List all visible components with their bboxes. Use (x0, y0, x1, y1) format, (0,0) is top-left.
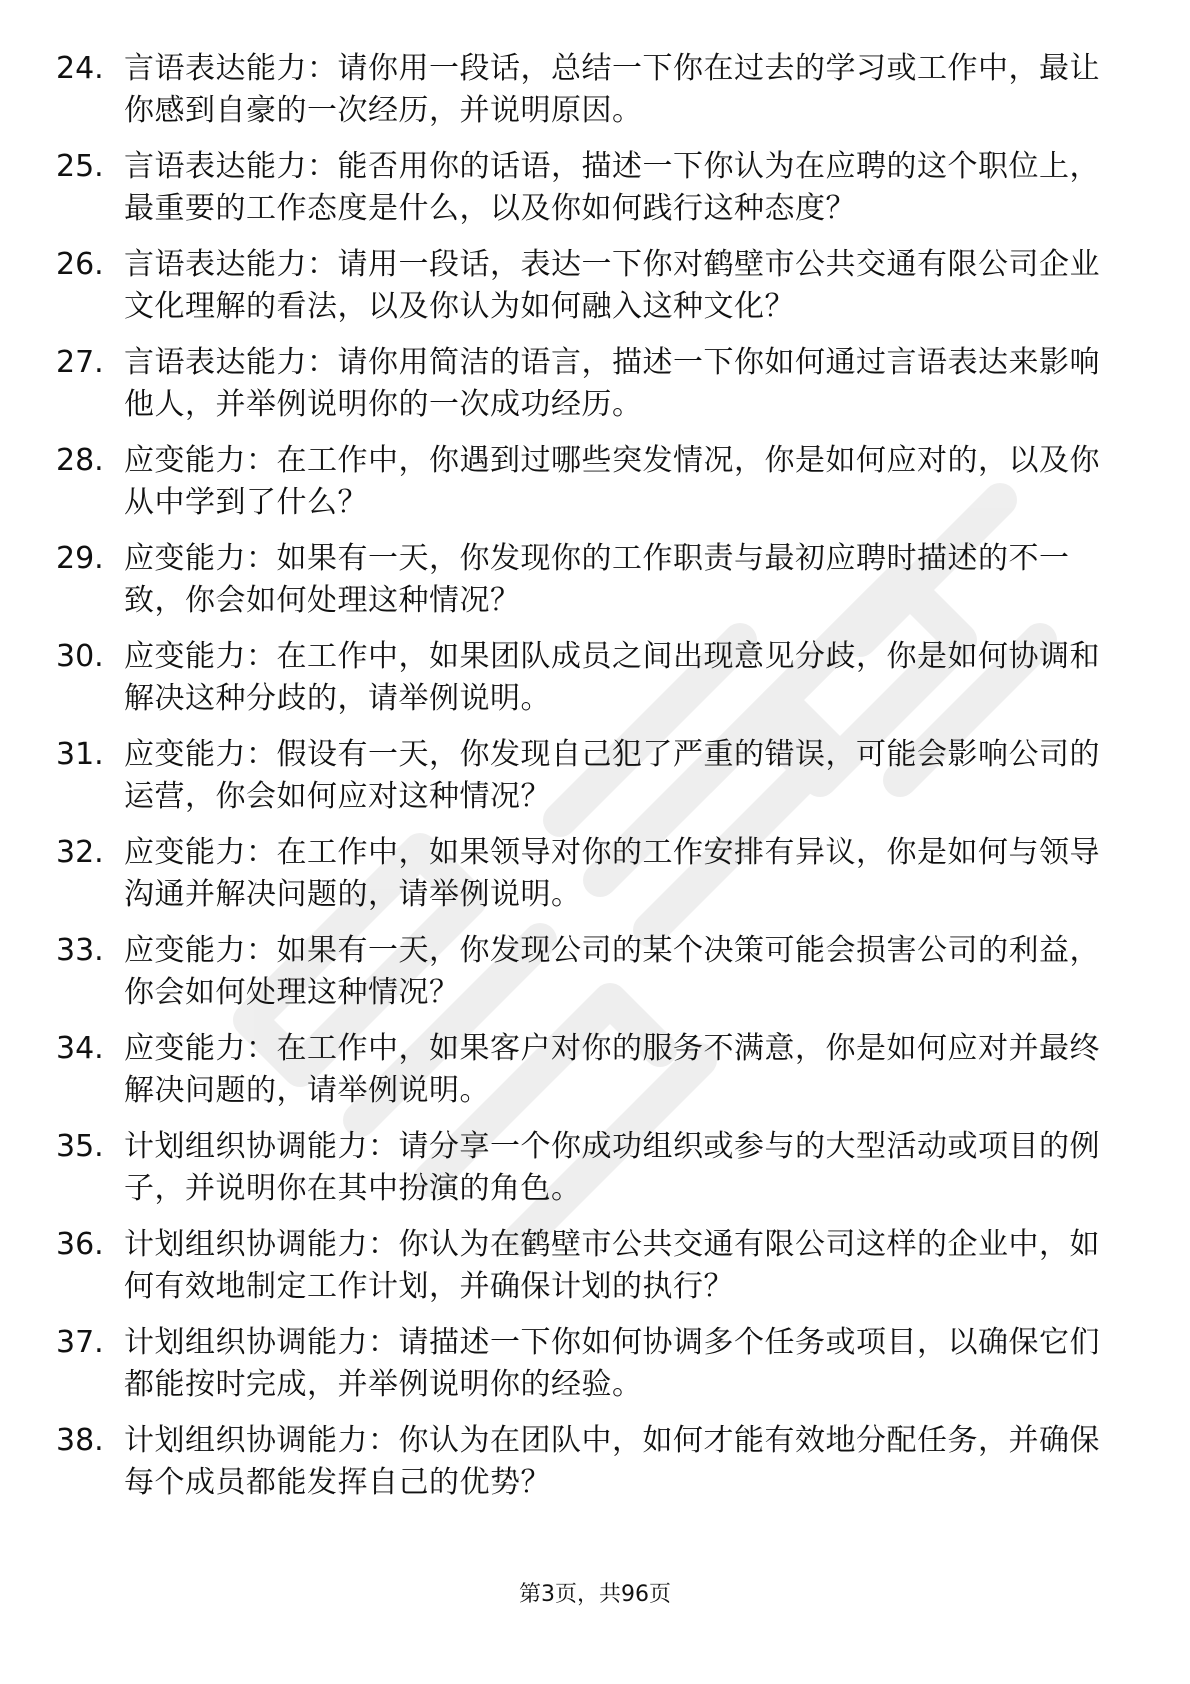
question-number: 26. (56, 247, 104, 282)
question-number: 30. (56, 639, 104, 674)
list-item (56, 342, 1116, 426)
list-item (56, 48, 1116, 132)
question-number: 35. (56, 1129, 104, 1164)
list-item (56, 440, 1116, 524)
list-item (56, 734, 1116, 818)
list-item (56, 930, 1116, 1014)
list-item (56, 1126, 1116, 1210)
question-text: 言语表达能力：请你用简洁的语言，描述一下你如何通过言语表达来影响他人，并举例说明你的一次成功经历。 (124, 345, 1100, 422)
question-number: 28. (56, 443, 104, 478)
list-item (56, 244, 1116, 328)
question-text: 应变能力：如果有一天，你发现公司的某个决策可能会损害公司的利益，你会如何处理这种情况？ (124, 933, 1100, 1010)
list-item (56, 538, 1116, 622)
list-item (56, 1322, 1116, 1406)
question-number: 29. (56, 541, 104, 576)
question-number: 31. (56, 737, 104, 772)
question-text: 言语表达能力：请用一段话，表达一下你对鹤壁市公共交通有限公司企业文化理解的看法，以及你认为如何融入这种文化？ (124, 247, 1100, 324)
list-item (56, 1224, 1116, 1308)
question-number: 27. (56, 345, 104, 380)
list-item (56, 832, 1116, 916)
question-number: 38. (56, 1423, 104, 1458)
question-number: 24. (56, 51, 104, 86)
list-item (56, 636, 1116, 720)
question-number: 32. (56, 835, 104, 870)
question-number: 33. (56, 933, 104, 968)
question-list (56, 48, 1116, 1518)
question-text: 言语表达能力：能否用你的话语，描述一下你认为在应聘的这个职位上，最重要的工作态度是什么，以及你如何践行这种态度？ (124, 149, 1100, 226)
question-text: 应变能力：在工作中，你遇到过哪些突发情况，你是如何应对的，以及你从中学到了什么？ (124, 443, 1100, 520)
question-text: 计划组织协调能力：请描述一下你如何协调多个任务或项目，以确保它们都能按时完成，并举例说明你的经验。 (124, 1325, 1100, 1402)
question-number: 25. (56, 149, 104, 184)
question-text: 计划组织协调能力：你认为在团队中，如何才能有效地分配任务，并确保每个成员都能发挥自己的优势？ (124, 1423, 1100, 1500)
question-number: 37. (56, 1325, 104, 1360)
list-item (56, 146, 1116, 230)
question-text: 计划组织协调能力：你认为在鹤壁市公共交通有限公司这样的企业中，如何有效地制定工作计划，并确保计划的执行？ (124, 1227, 1100, 1304)
page-footer (0, 1580, 1190, 1610)
question-text: 计划组织协调能力：请分享一个你成功组织或参与的大型活动或项目的例子，并说明你在其中扮演的角色。 (124, 1129, 1100, 1206)
question-number: 36. (56, 1227, 104, 1262)
question-text: 应变能力：如果有一天，你发现你的工作职责与最初应聘时描述的不一致，你会如何处理这种情况？ (124, 541, 1070, 618)
list-item (56, 1028, 1116, 1112)
question-text: 应变能力：在工作中，如果领导对你的工作安排有异议，你是如何与领导沟通并解决问题的，请举例说明。 (124, 835, 1100, 912)
question-text: 应变能力：假设有一天，你发现自己犯了严重的错误，可能会影响公司的运营，你会如何应对这种情况？ (124, 737, 1100, 814)
question-text: 言语表达能力：请你用一段话，总结一下你在过去的学习或工作中，最让你感到自豪的一次经历，并说明原因。 (124, 51, 1100, 128)
question-text: 应变能力：在工作中，如果团队成员之间出现意见分歧，你是如何协调和解决这种分歧的，请举例说明。 (124, 639, 1100, 716)
question-number: 34. (56, 1031, 104, 1066)
question-text: 应变能力：在工作中，如果客户对你的服务不满意，你是如何应对并最终解决问题的，请举例说明。 (124, 1031, 1100, 1108)
page-number-label: 第3页，共96页 (519, 1582, 671, 1607)
list-item (56, 1420, 1116, 1504)
